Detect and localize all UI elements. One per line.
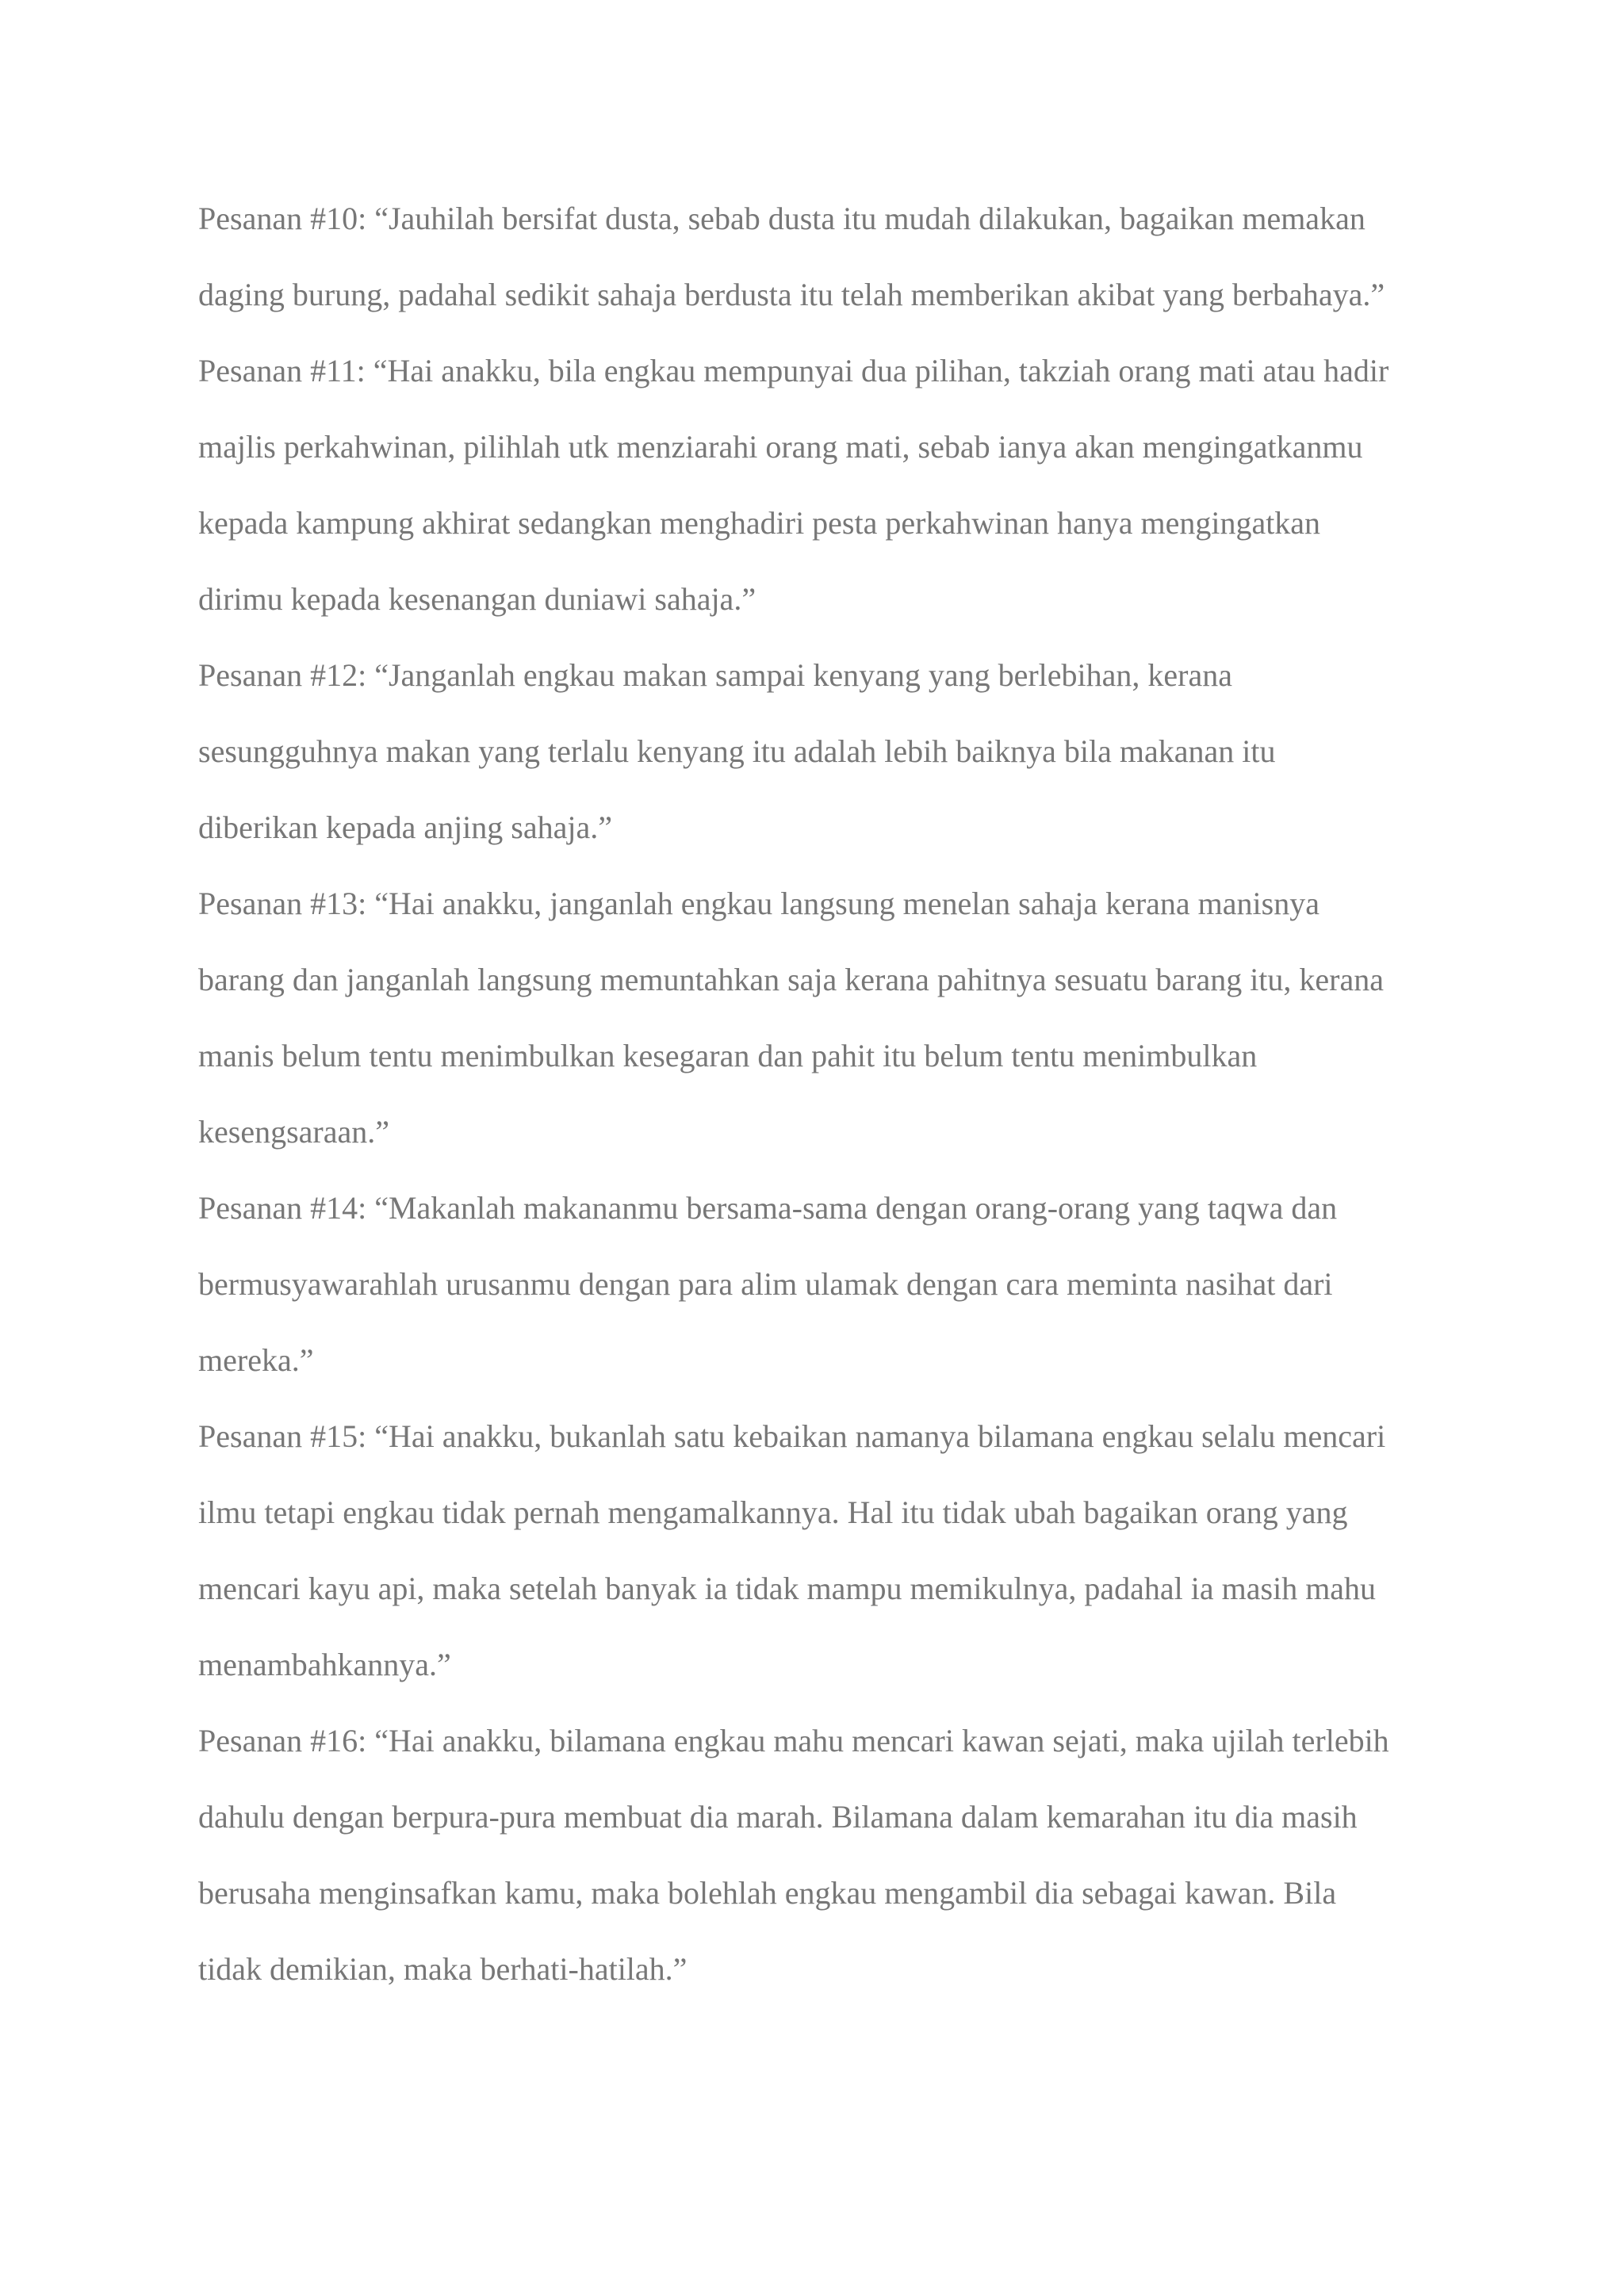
text-line: Pesanan #13: “Hai anakku, janganlah engkau langsung menelan sahaja kerana manisnya — [198, 886, 1320, 921]
text-line: ilmu tetapi engkau tidak pernah mengamalkannya. Hal itu tidak ubah bagaikan orang yang — [198, 1494, 1348, 1530]
document-body — [198, 181, 1435, 2007]
text-line: majlis perkahwinan, pilihlah utk menziarahi orang mati, sebab ianya akan mengingatkanmu — [198, 429, 1363, 465]
text-line: tidak demikian, maka berhati-hatilah.” — [198, 1951, 688, 1987]
text-line: Pesanan #11: “Hai anakku, bila engkau mempunyai dua pilihan, takziah orang mati atau hadir — [198, 353, 1389, 388]
paragraph-pesanan-10 — [198, 181, 1435, 333]
text-line: Pesanan #15: “Hai anakku, bukanlah satu kebaikan namanya bilamana engkau selalu mencari — [198, 1418, 1386, 1454]
text-line: berusaha menginsafkan kamu, maka bolehlah engkau mengambil dia sebagai kawan. Bila — [198, 1875, 1337, 1911]
text-line: kesengsaraan.” — [198, 1114, 389, 1150]
text-line: mencari kayu api, maka setelah banyak ia tidak mampu memikulnya, padahal ia masih mahu — [198, 1571, 1377, 1606]
text-line: dirimu kepada kesenangan duniawi sahaja.” — [198, 581, 756, 617]
paragraph-pesanan-14 — [198, 1170, 1435, 1399]
text-line: daging burung, padahal sedikit sahaja berdusta itu telah memberikan akibat yang berbahaya.” — [198, 277, 1385, 312]
paragraph-pesanan-11 — [198, 333, 1435, 637]
text-line: Pesanan #10: “Jauhilah bersifat dusta, sebab dusta itu mudah dilakukan, bagaikan memakan — [198, 201, 1365, 236]
text-line: kepada kampung akhirat sedangkan menghadiri pesta perkahwinan hanya mengingatkan — [198, 505, 1321, 541]
paragraph-pesanan-15 — [198, 1399, 1435, 1703]
text-line: mereka.” — [198, 1342, 314, 1378]
paragraph-pesanan-13 — [198, 866, 1435, 1170]
text-line: diberikan kepada anjing sahaja.” — [198, 809, 612, 845]
text-line: bermusyawarahlah urusanmu dengan para alim ulamak dengan cara meminta nasihat dari — [198, 1266, 1333, 1302]
text-line: dahulu dengan berpura-pura membuat dia marah. Bilamana dalam kemarahan itu dia masih — [198, 1799, 1358, 1835]
paragraph-pesanan-16 — [198, 1703, 1435, 2007]
text-line: Pesanan #14: “Makanlah makananmu bersama-sama dengan orang-orang yang taqwa dan — [198, 1190, 1338, 1226]
text-line: manis belum tentu menimbulkan kesegaran dan pahit itu belum tentu menimbulkan — [198, 1038, 1258, 1073]
text-line: Pesanan #16: “Hai anakku, bilamana engkau mahu mencari kawan sejati, maka ujilah terlebih — [198, 1723, 1389, 1758]
paragraph-pesanan-12 — [198, 637, 1435, 866]
text-line: sesungguhnya makan yang terlalu kenyang itu adalah lebih baiknya bila makanan itu — [198, 733, 1276, 769]
text-line: Pesanan #12: “Janganlah engkau makan sampai kenyang yang berlebihan, kerana — [198, 657, 1232, 693]
text-line: menambahkannya.” — [198, 1647, 451, 1682]
text-line: barang dan janganlah langsung memuntahkan saja kerana pahitnya sesuatu barang itu, kerana — [198, 962, 1384, 997]
